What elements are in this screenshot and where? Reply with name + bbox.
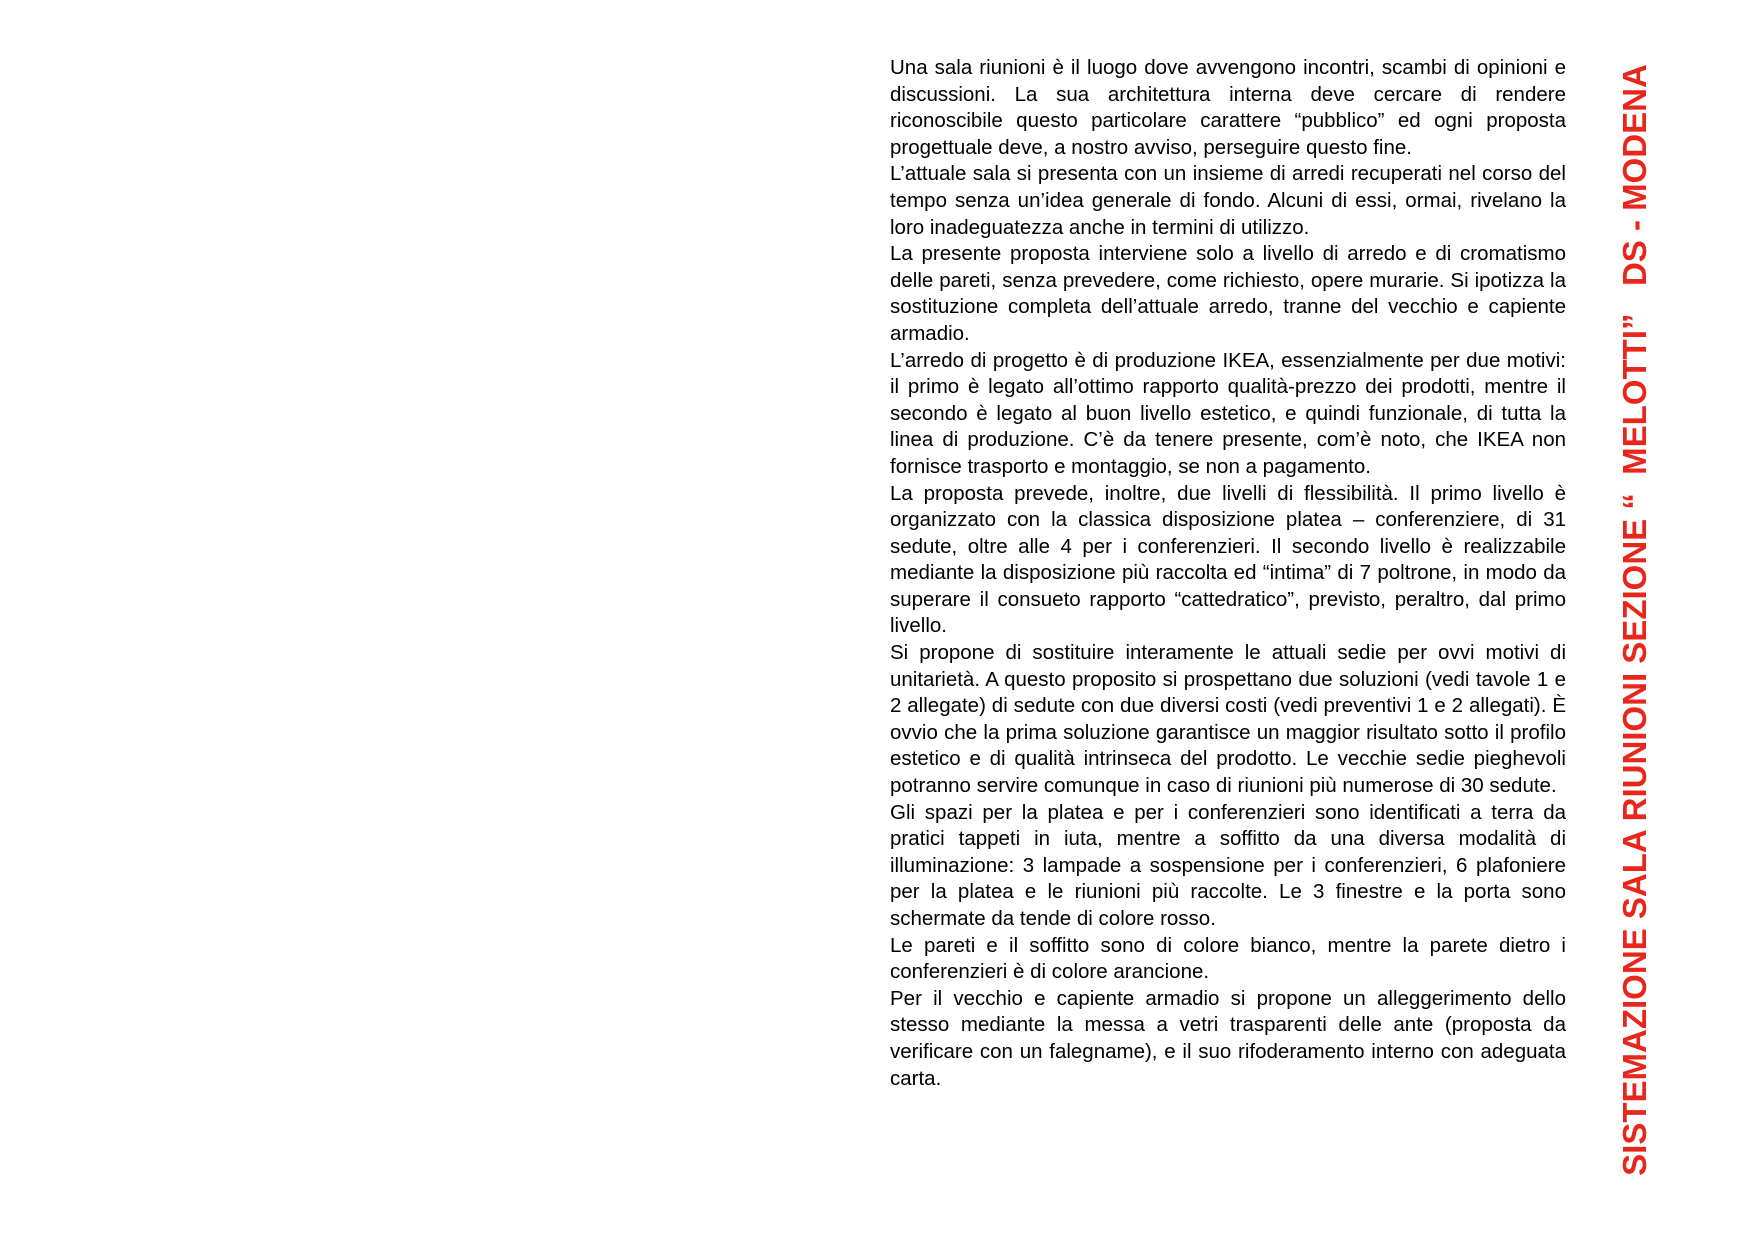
vertical-title: SISTEMAZIONE SALA RIUNIONI SEZIONE “ MELOTTI” DS - MODENA <box>1616 64 1653 1176</box>
paragraph: La proposta prevede, inoltre, due livelli di flessibilità. Il primo livello è organizzato con la classica disposizione platea – conferenziere, di 31 sedute, oltre alle 4 per i conferenzieri. Il secondo livello è realizzabile mediante la disposizione più raccolta ed “intima” di 7 poltrone, in modo da superare il consueto rapporto “cattedratico”, previsto, peraltro, dal primo livello. <box>890 481 1566 638</box>
paragraph: La presente proposta interviene solo a livello di arredo e di cromatismo delle pareti, senza prevedere, come richiesto, opere murarie. Si ipotizza la sostituzione completa dell’attuale arredo, tranne del vecchio e capiente armadio. <box>890 242 1566 345</box>
paragraph: Si propone di sostituire interamente le attuali sedie per ovvi motivi di unitarietà. A questo proposito si prospettano due soluzioni (vedi tavole 1 e 2 allegate) di sedute con due diversi costi (vedi preventivi 1 e 2 allegati). È ovvio che la prima soluzione garantisce un maggior risultato sotto il profilo estetico e di qualità intrinseca del prodotto. Le vecchie sedie pieghevoli potranno servire comunque in caso di riunioni più numerose di 30 sedute. <box>890 641 1566 798</box>
paragraph: Gli spazi per la platea e per i conferenzieri sono identificati a terra da pratici tappeti in iuta, mentre a soffitto da una diversa modalità di illuminazione: 3 lampade a sospensione per i conferenzieri, 6 plafoniere per la platea e le riunioni più raccolte. Le 3 finestre e la porta sono schermate da tende di colore rosso. <box>890 800 1566 930</box>
paragraph: Le pareti e il soffitto sono di colore bianco, mentre la parete dietro i conferenzieri è di colore arancione. <box>890 933 1566 984</box>
paragraph: L’attuale sala si presenta con un insieme di arredi recuperati nel corso del tempo senza un’idea generale di fondo. Alcuni di essi, ormai, rivelano la loro inadeguatezza anche in termini di utilizzo. <box>890 162 1566 239</box>
body-text <box>890 55 1566 1092</box>
paragraph: Per il vecchio e capiente armadio si propone un alleggerimento dello stesso mediante la messa a vetri trasparenti delle ante (proposta da verificare con un falegname), e il suo rifoderamento interno con adeguata carta. <box>890 986 1566 1090</box>
paragraph: L’arredo di progetto è di produzione IKEA, essenzialmente per due motivi: il primo è legato all’ottimo rapporto qualità-prezzo dei prodotti, mentre il secondo è legato al buon livello estetico, e quindi funzionale, di tutta la linea di produzione. C’è da tenere presente, com’è noto, che IKEA non fornisce trasporto e montaggio, se non a pagamento. <box>890 348 1566 478</box>
paragraph: Una sala riunioni è il luogo dove avvengono incontri, scambi di opinioni e discussioni. La sua architettura interna deve cercare di rendere riconoscibile questo particolare carattere “pubblico” ed ogni proposta progettuale deve, a nostro avviso, perseguire questo fine. <box>890 56 1566 159</box>
